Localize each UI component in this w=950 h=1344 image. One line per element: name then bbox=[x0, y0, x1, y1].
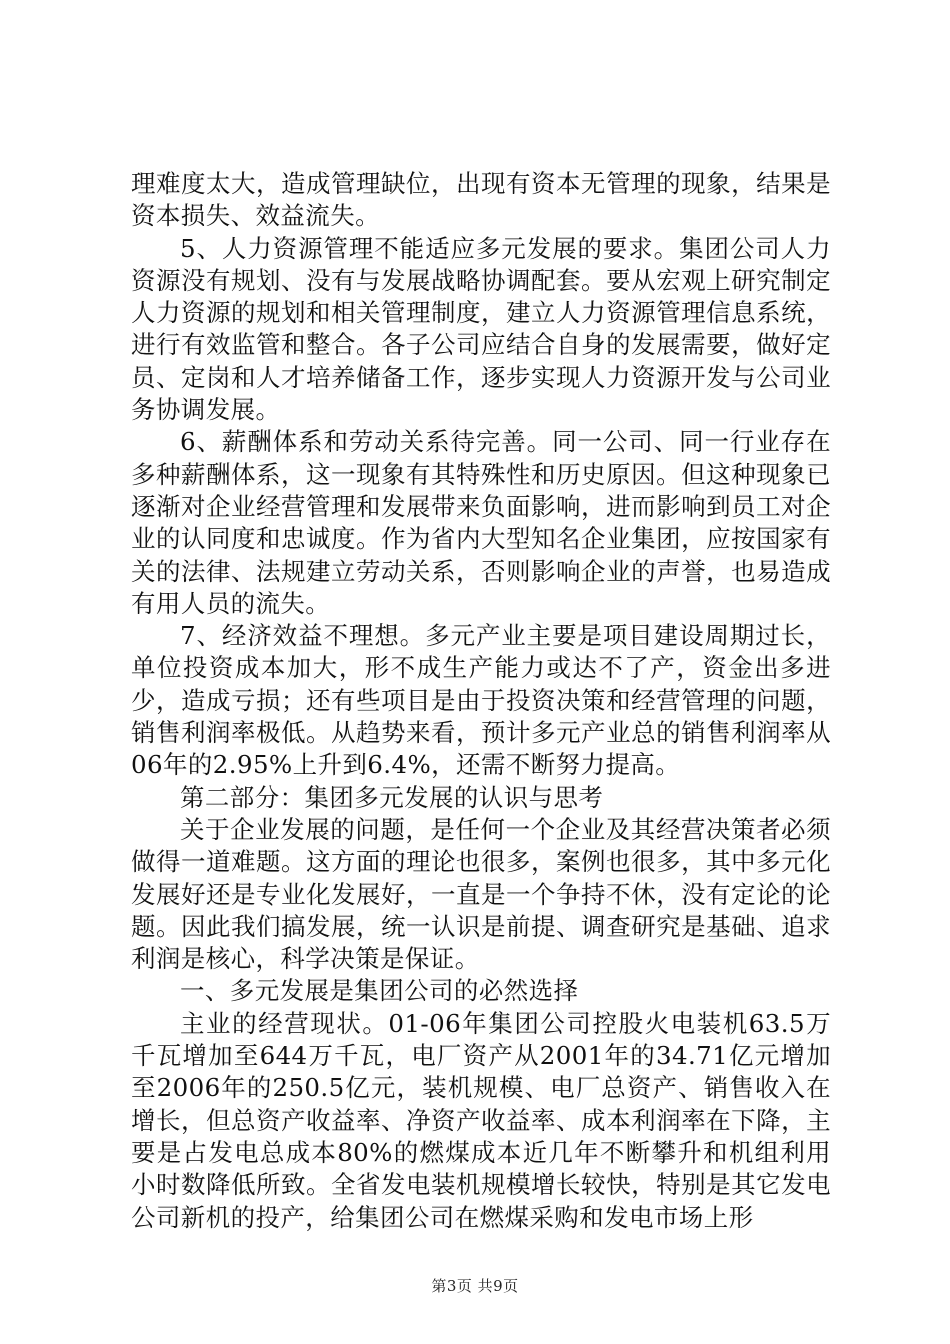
paragraph-item-6: 6、薪酬体系和劳动关系待完善。同一公司、同一行业存在多种薪酬体系，这一现象有其特殊性和历史原因。但这种现象已逐渐对企业经营管理和发展带来负面影响，进而影响到员工对企业的认同度和忠诚度。作为省内大型知名企业集团，应按国家有关的法律、法规建立劳动关系，否则影响企业的声誉，也易造成有用人员的流失。 bbox=[131, 427, 831, 618]
page-number-footer: 第3页 共9页 bbox=[431, 1277, 519, 1295]
paragraph-item-7: 7、经济效益不理想。多元产业主要是项目建设周期过长，单位投资成本加大，形不成生产能力或达不了产，资金出多进少，造成亏损；还有些项目是由于投资决策和经营管理的问题，销售利润率极低。从趋势来看，预计多元产业总的销售利润率从06年的2.95%上升到6.4%，还需不断努力提高。 bbox=[131, 621, 831, 780]
subsection-heading-one: 一、多元发展是集团公司的必然选择 bbox=[180, 976, 579, 1006]
paragraph-continuation: 理难度太大，造成管理缺位，出现有资本无管理的现象，结果是资本损失、效益流失。 bbox=[131, 169, 831, 231]
document-body bbox=[131, 168, 831, 1234]
paragraph-intro: 关于企业发展的问题，是任何一个企业及其经营决策者必须做得一道难题。这方面的理论也很多，案例也很多，其中多元化发展好还是专业化发展好，一直是一个争持不休，没有定论的论题。因此我们搞发展，统一认识是前提、调查研究是基础、追求利润是核心，科学决策是保证。 bbox=[131, 814, 831, 974]
paragraph-item-5: 5、人力资源管理不能适应多元发展的要求。集团公司人力资源没有规划、没有与发展战略协调配套。要从宏观上研究制定人力资源的规划和相关管理制度，建立人力资源管理信息系统，进行有效监管和整合。各子公司应结合自身的发展需要，做好定员、定岗和人才培养储备工作，逐步实现人力资源开发与公司业务协调发展。 bbox=[131, 233, 831, 425]
section-heading-part-two: 第二部分：集团多元发展的认识与思考 bbox=[180, 782, 604, 812]
paragraph-main-business: 主业的经营现状。01-06年集团公司控股火电装机63.5万千瓦增加至644万千瓦，电厂资产从2001年的34.71亿元增加至2006年的250.5亿元，装机规模、电厂总资产、销售收入在增长，但总资产收益率、净资产收益率、成本利润率在下降，主要是占发电总成本80%的燃煤成本近几年不断攀升和机组利用小时数降低所致。全省发电装机规模增长较快，特别是其它发电公司新机的投产，给集团公司在燃煤采购和发电市场上形 bbox=[131, 1008, 831, 1232]
